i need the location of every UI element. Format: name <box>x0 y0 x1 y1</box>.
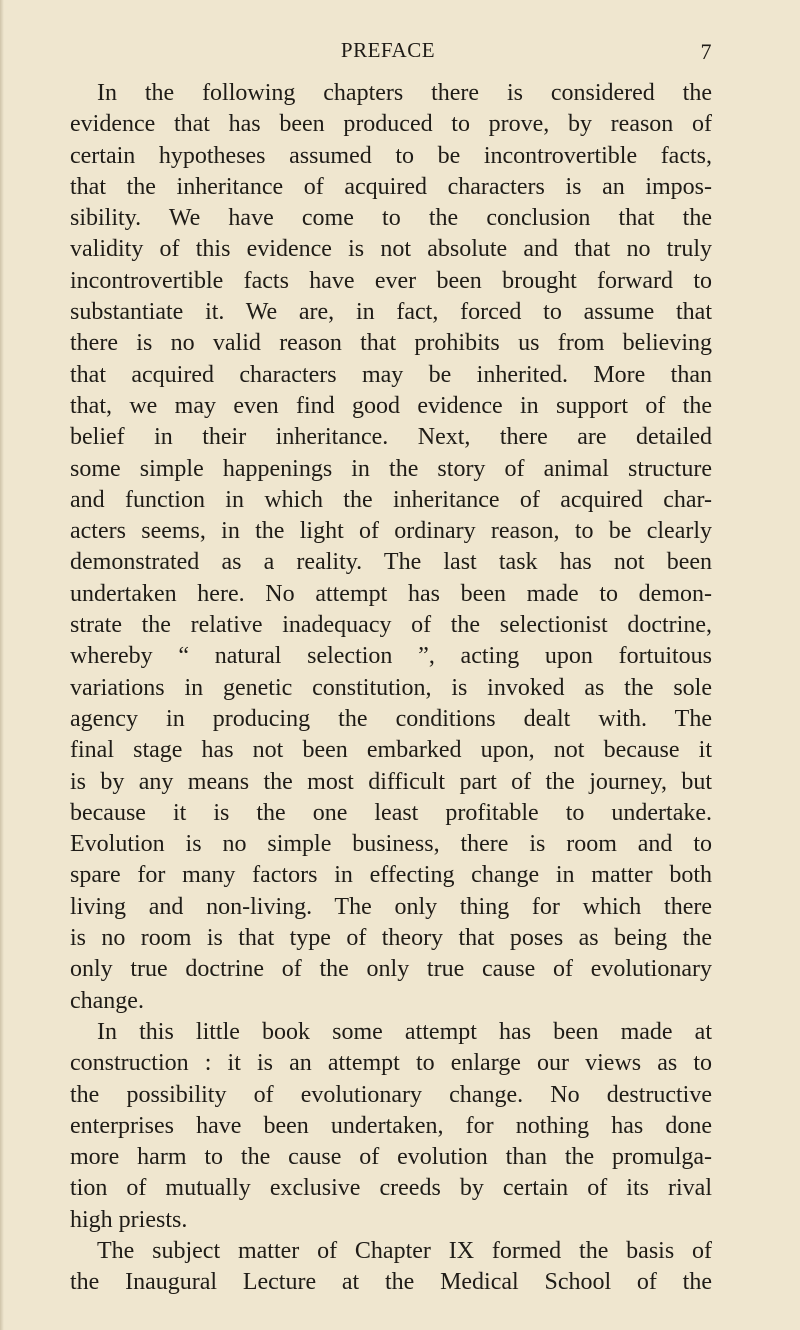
text-line: final stage has not been embarked upon, not because it <box>70 737 712 764</box>
text-line: living and non-living. The only thing for which there <box>70 893 712 920</box>
text-line: spare for many factors in effecting change in matter both <box>70 862 712 889</box>
text-line: tion of mutually exclusive creeds by certain of its rival <box>70 1175 712 1202</box>
text-line: In this little book some attempt has been made at <box>97 1018 712 1045</box>
text-line: there is no valid reason that prohibits us from believing <box>70 330 712 357</box>
text-line: variations in genetic constitution, is invoked as the sole <box>70 674 712 701</box>
text-line: strate the relative inadequacy of the selectionist doctrine, <box>70 612 712 639</box>
text-line: is by any means the most difficult part of the journey, but <box>70 768 712 795</box>
text-line: because it is the one least profitable to undertake. <box>70 799 712 826</box>
text-line: construction : it is an attempt to enlarge our views as to <box>70 1050 712 1077</box>
running-header <box>66 38 710 68</box>
text-line: and function in which the inheritance of acquired char- <box>70 486 712 513</box>
text-line: the possibility of evolutionary change. No destructive <box>70 1081 712 1108</box>
text-line: certain hypotheses assumed to be incontrovertible facts, <box>70 142 712 169</box>
page-gutter-shadow <box>0 0 4 1330</box>
text-line: that, we may even find good evidence in support of the <box>70 392 712 419</box>
header-title: PREFACE <box>340 38 436 62</box>
text-line: sibility. We have come to the conclusion that the <box>70 205 712 232</box>
text-line: validity of this evidence is not absolute and that no truly <box>70 236 712 263</box>
text-line: only true doctrine of the only true cause of evolutionary <box>70 956 712 983</box>
text-line: that the inheritance of acquired characters is an impos- <box>70 173 712 200</box>
text-line: some simple happenings in the story of animal structure <box>70 455 712 482</box>
text-line: belief in their inheritance. Next, there are detailed <box>70 424 712 451</box>
text-line: enterprises have been undertaken, for nothing has done <box>70 1112 712 1139</box>
text-line: is no room is that type of theory that poses as being the <box>70 925 712 952</box>
text-line: Evolution is no simple business, there is room and to <box>70 831 712 858</box>
text-line: change. <box>70 987 144 1014</box>
text-line: incontrovertible facts have ever been brought forward to <box>70 267 712 294</box>
text-line: demonstrated as a reality. The last task has not been <box>70 549 712 576</box>
text-line: high priests. <box>70 1206 188 1233</box>
text-line: The subject matter of Chapter IX formed the basis of <box>97 1237 712 1264</box>
text-line: agency in producing the conditions dealt with. The <box>70 705 712 732</box>
text-line: evidence that has been produced to prove, by reason of <box>70 111 712 138</box>
text-line: the Inaugural Lecture at the Medical School of the <box>70 1269 712 1296</box>
text-line: In the following chapters there is considered the <box>97 80 712 106</box>
text-line: that acquired characters may be inherited. More than <box>70 361 712 388</box>
text-line: undertaken here. No attempt has been made to demon- <box>70 580 712 607</box>
body-text <box>70 78 712 1299</box>
text-line: acters seems, in the light of ordinary reason, to be clearly <box>70 518 712 545</box>
text-line: substantiate it. We are, in fact, forced to assume that <box>70 299 712 326</box>
page-number: 7 <box>700 39 712 64</box>
text-line: more harm to the cause of evolution than the promulga- <box>70 1144 712 1171</box>
text-line: whereby “ natural selection ”, acting upon fortuitous <box>70 643 712 670</box>
